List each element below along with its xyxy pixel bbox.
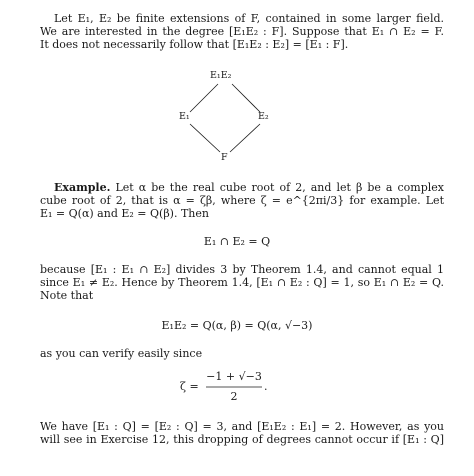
node-right: E₂ — [258, 111, 269, 122]
field-lattice-diagram — [170, 68, 280, 168]
fraction-bar — [206, 386, 262, 388]
example-line-1-rest: Let α be the real cube root of 2, and let β be a complex — [115, 181, 445, 194]
paragraph-1-line-3: It does not necessarily follow that [E₁E₂ : E₂] = [E₁ : F]. — [40, 38, 349, 51]
zeta-trail: . — [264, 380, 268, 393]
node-left: E₁ — [179, 111, 190, 122]
example-line-1 — [40, 181, 444, 194]
paragraph-1-line-2: We are interested in the degree [E₁E₂ : F]. Suppose that E₁ ∩ E₂ = F. — [40, 25, 444, 38]
zeta-numerator: −1 + √−3 — [206, 370, 262, 383]
paragraph-2-line-2: since E₁ ≠ E₂. Hence by Theorem 1.4, [E₁ ∩ E₂ : Q] = 1, so E₁ ∩ E₂ = Q. — [40, 276, 444, 289]
verify-text: as you can verify easily since — [40, 347, 203, 360]
zeta-denominator: 2 — [230, 390, 238, 403]
node-bottom: F — [221, 152, 228, 163]
paragraph-2-line-3: Note that — [40, 289, 94, 302]
zeta-lhs: ζ = — [180, 380, 199, 393]
equation-intersection: E₁ ∩ E₂ = Q — [203, 235, 271, 248]
paragraph-2-line-1: because [E₁ : E₁ ∩ E₂] divides 3 by Theorem 1.4, and cannot equal 1 — [40, 263, 444, 276]
example-line-3: E₁ = Q(α) and E₂ = Q(β). Then — [40, 207, 209, 220]
paragraph-1-line-1: Let E₁, E₂ be finite extensions of F, contained in some larger field. — [54, 12, 444, 25]
paragraph-3-line-2: will see in Exercise 12, this dropping of degrees cannot occur if [E₁ : Q] — [40, 433, 444, 446]
node-top: E₁E₂ — [210, 70, 232, 81]
equation-compositum: E₁E₂ = Q(α, β) = Q(α, √−3) — [161, 319, 313, 332]
example-heading: Example. — [54, 181, 111, 194]
paragraph-3-line-1: We have [E₁ : Q] = [E₂ : Q] = 3, and [E₁E₂ : E₁] = 2. However, as you — [40, 420, 444, 433]
example-line-2: cube root of 2, that is α = ζβ, where ζ = e^{2πi/3} for example. Let — [40, 194, 444, 207]
